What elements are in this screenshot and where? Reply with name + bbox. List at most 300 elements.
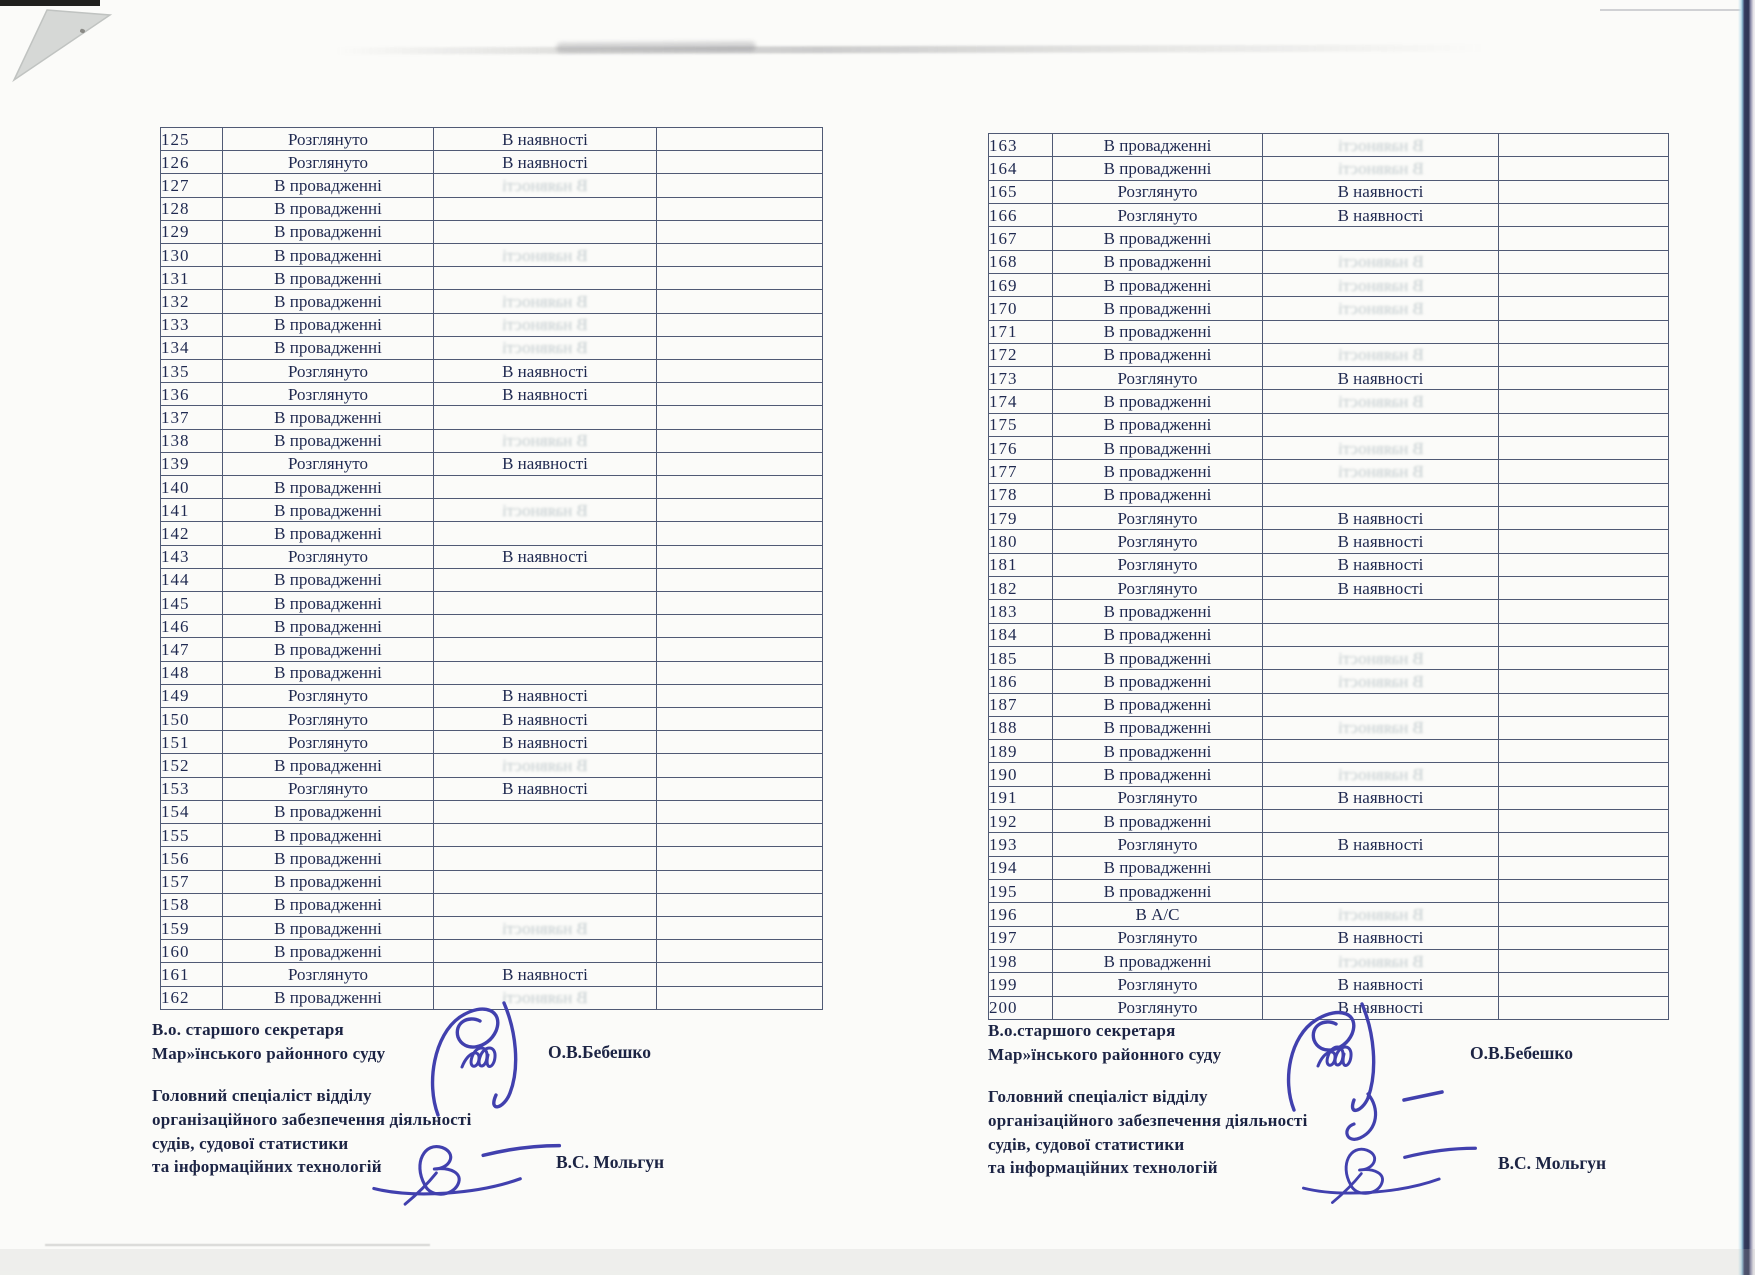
empty-cell [657, 800, 823, 823]
empty-cell [657, 940, 823, 963]
scan-right-edge [1738, 0, 1755, 1275]
status-cell: Розглянуто [223, 684, 434, 707]
availability-cell [1263, 949, 1499, 972]
empty-cell [1499, 833, 1669, 856]
case-number-cell: 195 [989, 880, 1053, 903]
status-cell: В провадженні [1053, 273, 1263, 296]
empty-cell [1499, 460, 1669, 483]
availability-cell [434, 429, 657, 452]
empty-cell [657, 336, 823, 359]
availability-cell [434, 174, 657, 197]
availability-text: В наявності [1337, 298, 1424, 318]
availability-text: В наявності [1337, 438, 1424, 458]
empty-cell [1499, 553, 1669, 576]
status-cell: Розглянуто [223, 963, 434, 986]
table-row [989, 250, 1669, 273]
case-number-cell: 198 [989, 949, 1053, 972]
case-number-cell: 166 [989, 203, 1053, 226]
table-row [161, 847, 823, 870]
table-row [989, 367, 1669, 390]
availability-cell [434, 777, 657, 800]
left-role1-line2: Мар»їнського районного суду [152, 1044, 386, 1063]
empty-cell [1499, 250, 1669, 273]
case-number-cell: 186 [989, 670, 1053, 693]
left-signer2-name: В.С. Мольгун [556, 1152, 665, 1172]
empty-cell [657, 754, 823, 777]
table-row [161, 267, 823, 290]
case-number-cell: 194 [989, 856, 1053, 879]
status-cell: Розглянуто [223, 545, 434, 568]
table-row [161, 128, 823, 151]
case-number-cell: 175 [989, 413, 1053, 436]
table-row [161, 244, 823, 267]
table-row [161, 615, 823, 638]
empty-cell [657, 151, 823, 174]
empty-cell [1499, 530, 1669, 553]
signature-molgun-right [1298, 1130, 1488, 1210]
availability-cell [1263, 623, 1499, 646]
availability-text: В наявності [1337, 252, 1424, 272]
status-cell: В провадженні [1053, 763, 1263, 786]
availability-cell [1263, 507, 1499, 530]
empty-cell [657, 267, 823, 290]
availability-text: В наявності [1337, 462, 1424, 482]
status-cell: В провадженні [223, 824, 434, 847]
availability-cell [434, 522, 657, 545]
availability-text: В наявності [1337, 788, 1424, 808]
status-cell: В провадженні [1053, 320, 1263, 343]
status-cell: Розглянуто [1053, 576, 1263, 599]
table-row [989, 413, 1669, 436]
status-cell: В провадженні [1053, 250, 1263, 273]
case-number-cell: 191 [989, 786, 1053, 809]
empty-cell [1499, 880, 1669, 903]
availability-cell [434, 870, 657, 893]
table-row [989, 646, 1669, 669]
availability-cell [434, 638, 657, 661]
empty-cell [657, 893, 823, 916]
availability-cell [1263, 646, 1499, 669]
status-cell: В провадженні [223, 267, 434, 290]
availability-cell [434, 684, 657, 707]
table-row [161, 545, 823, 568]
availability-cell [434, 963, 657, 986]
table-row [989, 437, 1669, 460]
availability-cell [434, 568, 657, 591]
status-cell: В провадженні [1053, 483, 1263, 506]
empty-cell [657, 568, 823, 591]
availability-cell [434, 267, 657, 290]
availability-cell [434, 754, 657, 777]
availability-text: В наявності [502, 315, 588, 335]
status-cell: Розглянуто [223, 360, 434, 383]
empty-cell [1499, 203, 1669, 226]
table-row [989, 833, 1669, 856]
right-signer1-name: О.В.Бебешко [1470, 1043, 1574, 1063]
table-row [161, 406, 823, 429]
case-number-cell: 162 [161, 986, 223, 1009]
scan-top-right-line [1600, 9, 1748, 11]
availability-cell [1263, 926, 1499, 949]
right-role2-line4: та інформаційних технологій [988, 1158, 1218, 1177]
table-row [161, 754, 823, 777]
availability-cell [1263, 833, 1499, 856]
case-number-cell: 137 [161, 406, 223, 429]
case-number-cell: 188 [989, 716, 1053, 739]
empty-cell [657, 545, 823, 568]
table-row [161, 824, 823, 847]
availability-cell [1263, 134, 1499, 157]
availability-cell [1263, 437, 1499, 460]
status-cell: Розглянуто [1053, 833, 1263, 856]
table-row [989, 926, 1669, 949]
empty-cell [657, 661, 823, 684]
empty-cell [1499, 343, 1669, 366]
availability-text: В наявності [502, 988, 588, 1008]
table-row [161, 916, 823, 939]
empty-cell [1499, 576, 1669, 599]
case-number-cell: 183 [989, 600, 1053, 623]
availability-cell [434, 824, 657, 847]
table-row [161, 151, 823, 174]
availability-cell [434, 661, 657, 684]
status-cell: В провадженні [1053, 693, 1263, 716]
empty-cell [1499, 273, 1669, 296]
empty-cell [1499, 390, 1669, 413]
table-row [989, 763, 1669, 786]
case-number-cell: 133 [161, 313, 223, 336]
empty-cell [657, 522, 823, 545]
status-cell: В провадженні [1053, 437, 1263, 460]
availability-text: В наявності [1337, 998, 1424, 1018]
availability-text: В наявності [1337, 648, 1424, 668]
table-row [161, 800, 823, 823]
case-number-cell: 181 [989, 553, 1053, 576]
case-number-cell: 178 [989, 483, 1053, 506]
table-row [989, 810, 1669, 833]
availability-text: В наявності [502, 292, 588, 312]
table-row [161, 708, 823, 731]
availability-cell [1263, 670, 1499, 693]
status-cell: В провадженні [1053, 227, 1263, 250]
status-cell: В провадженні [1053, 157, 1263, 180]
table-right-body [989, 134, 1669, 1020]
availability-text: В наявності [1337, 835, 1424, 855]
case-number-cell: 147 [161, 638, 223, 661]
availability-cell [434, 452, 657, 475]
status-cell: В провадженні [1053, 460, 1263, 483]
availability-text: В наявності [502, 454, 588, 474]
availability-text: В наявності [1337, 951, 1424, 971]
status-cell: Розглянуто [1053, 996, 1263, 1019]
table-row [161, 499, 823, 522]
availability-text: В наявності [1337, 392, 1424, 412]
availability-text: В наявності [502, 152, 588, 172]
status-cell: В провадженні [223, 476, 434, 499]
table-row [161, 383, 823, 406]
empty-cell [657, 128, 823, 151]
empty-cell [657, 174, 823, 197]
empty-cell [1499, 437, 1669, 460]
table-row [161, 174, 823, 197]
case-number-cell: 143 [161, 545, 223, 568]
status-cell: В провадженні [223, 592, 434, 615]
left-role2-line3: судів, судової статистики [152, 1134, 349, 1153]
availability-cell [1263, 297, 1499, 320]
status-cell: Розглянуто [223, 452, 434, 475]
availability-cell [1263, 180, 1499, 203]
case-number-cell: 132 [161, 290, 223, 313]
table-row [161, 360, 823, 383]
empty-cell [657, 615, 823, 638]
availability-text: В наявності [502, 338, 588, 358]
availability-cell [434, 615, 657, 638]
status-cell: В провадженні [223, 313, 434, 336]
empty-cell [1499, 623, 1669, 646]
availability-cell [1263, 250, 1499, 273]
table-row [989, 157, 1669, 180]
table-row [161, 592, 823, 615]
empty-cell [657, 290, 823, 313]
case-number-cell: 155 [161, 824, 223, 847]
empty-cell [657, 870, 823, 893]
status-cell: Розглянуто [1053, 973, 1263, 996]
availability-text: В наявності [502, 732, 588, 752]
availability-text: В наявності [1337, 974, 1424, 994]
case-registry-table-right [988, 133, 1669, 1020]
scan-bottom-strip [0, 1249, 1755, 1275]
status-cell: Розглянуто [223, 383, 434, 406]
left-role2-line1: Головний спеціаліст відділу [152, 1086, 372, 1105]
status-cell: В провадженні [1053, 810, 1263, 833]
availability-cell [434, 244, 657, 267]
empty-cell [657, 383, 823, 406]
status-cell: Розглянуто [223, 128, 434, 151]
case-number-cell: 157 [161, 870, 223, 893]
availability-cell [434, 847, 657, 870]
availability-cell [434, 592, 657, 615]
case-number-cell: 139 [161, 452, 223, 475]
empty-cell [657, 499, 823, 522]
availability-text: В наявності [1337, 904, 1424, 924]
availability-text: В наявності [1337, 671, 1424, 691]
empty-cell [1499, 180, 1669, 203]
case-number-cell: 189 [989, 740, 1053, 763]
empty-cell [657, 244, 823, 267]
case-number-cell: 187 [989, 693, 1053, 716]
availability-text: В наявності [502, 918, 588, 938]
table-row [989, 343, 1669, 366]
availability-cell [1263, 856, 1499, 879]
status-cell: Розглянуто [223, 777, 434, 800]
empty-cell [657, 452, 823, 475]
case-number-cell: 152 [161, 754, 223, 777]
empty-cell [1499, 670, 1669, 693]
right-role1-line2: Мар»їнського районного суду [988, 1045, 1222, 1064]
empty-cell [1499, 600, 1669, 623]
availability-cell [434, 893, 657, 916]
table-row [989, 670, 1669, 693]
table-row [161, 684, 823, 707]
status-cell: В провадженні [223, 916, 434, 939]
case-number-cell: 158 [161, 893, 223, 916]
table-row [989, 460, 1669, 483]
availability-cell [1263, 343, 1499, 366]
table-row [989, 507, 1669, 530]
status-cell: В провадженні [223, 754, 434, 777]
case-number-cell: 148 [161, 661, 223, 684]
empty-cell [1499, 646, 1669, 669]
empty-cell [1499, 740, 1669, 763]
availability-cell [1263, 716, 1499, 739]
case-number-cell: 144 [161, 568, 223, 591]
empty-cell [657, 638, 823, 661]
availability-text: В наявності [502, 431, 588, 451]
availability-cell [1263, 483, 1499, 506]
case-number-cell: 168 [989, 250, 1053, 273]
empty-cell [657, 824, 823, 847]
availability-cell [1263, 553, 1499, 576]
case-number-cell: 127 [161, 174, 223, 197]
status-cell: Розглянуто [1053, 180, 1263, 203]
empty-cell [1499, 367, 1669, 390]
status-cell: В провадженні [223, 638, 434, 661]
availability-text: В наявності [1337, 205, 1424, 225]
availability-cell [1263, 693, 1499, 716]
status-cell: В провадженні [1053, 413, 1263, 436]
empty-cell [657, 847, 823, 870]
table-row [989, 693, 1669, 716]
empty-cell [1499, 996, 1669, 1019]
right-role1-line1: В.о.старшого секретаря [988, 1021, 1176, 1040]
status-cell: Розглянуто [223, 731, 434, 754]
status-cell: В А/С [1053, 903, 1263, 926]
availability-cell [1263, 367, 1499, 390]
status-cell: В провадженні [223, 174, 434, 197]
table-row [161, 220, 823, 243]
table-row [989, 203, 1669, 226]
status-cell: Розглянуто [1053, 553, 1263, 576]
availability-cell [434, 545, 657, 568]
status-cell: В провадженні [223, 522, 434, 545]
case-number-cell: 134 [161, 336, 223, 359]
availability-text: В наявності [1337, 368, 1424, 388]
case-number-cell: 182 [989, 576, 1053, 599]
availability-text: В наявності [502, 964, 588, 984]
availability-cell [434, 383, 657, 406]
empty-cell [657, 708, 823, 731]
availability-text: В наявності [1337, 531, 1424, 551]
right-role2-line1: Головний спеціаліст відділу [988, 1087, 1208, 1106]
case-number-cell: 200 [989, 996, 1053, 1019]
availability-cell [1263, 973, 1499, 996]
status-cell: Розглянуто [223, 708, 434, 731]
availability-cell [1263, 880, 1499, 903]
case-number-cell: 151 [161, 731, 223, 754]
table-row [161, 429, 823, 452]
case-number-cell: 190 [989, 763, 1053, 786]
table-row [989, 973, 1669, 996]
availability-cell [434, 290, 657, 313]
availability-cell [1263, 763, 1499, 786]
case-number-cell: 125 [161, 128, 223, 151]
right-role2-line3: судів, судової статистики [988, 1135, 1185, 1154]
left-role2-line2: організаційного забезпечення діяльності [152, 1110, 472, 1129]
case-number-cell: 128 [161, 197, 223, 220]
case-number-cell: 140 [161, 476, 223, 499]
status-cell: В провадженні [223, 290, 434, 313]
empty-cell [1499, 810, 1669, 833]
case-number-cell: 126 [161, 151, 223, 174]
status-cell: Розглянуто [1053, 203, 1263, 226]
availability-cell [1263, 903, 1499, 926]
table-row [161, 638, 823, 661]
case-number-cell: 145 [161, 592, 223, 615]
availability-text: В наявності [502, 245, 588, 265]
availability-text: В наявності [1337, 135, 1424, 155]
status-cell: В провадженні [223, 406, 434, 429]
case-number-cell: 192 [989, 810, 1053, 833]
case-number-cell: 185 [989, 646, 1053, 669]
empty-cell [657, 360, 823, 383]
status-cell: В провадженні [223, 429, 434, 452]
availability-cell [434, 499, 657, 522]
availability-text: В наявності [502, 709, 588, 729]
empty-cell [1499, 227, 1669, 250]
table-row [989, 600, 1669, 623]
case-number-cell: 171 [989, 320, 1053, 343]
availability-cell [1263, 600, 1499, 623]
case-number-cell: 165 [989, 180, 1053, 203]
status-cell: В провадженні [223, 244, 434, 267]
case-number-cell: 149 [161, 684, 223, 707]
case-number-cell: 150 [161, 708, 223, 731]
case-number-cell: 193 [989, 833, 1053, 856]
corner-fold [0, 0, 140, 100]
availability-text: В наявності [1337, 275, 1424, 295]
table-row [161, 452, 823, 475]
availability-cell [1263, 413, 1499, 436]
availability-text: В наявності [1337, 158, 1424, 178]
case-number-cell: 199 [989, 973, 1053, 996]
availability-cell [434, 406, 657, 429]
table-row [161, 963, 823, 986]
status-cell: В провадженні [1053, 646, 1263, 669]
availability-cell [434, 128, 657, 151]
case-number-cell: 167 [989, 227, 1053, 250]
case-number-cell: 170 [989, 297, 1053, 320]
status-cell: Розглянуто [1053, 786, 1263, 809]
availability-cell [1263, 320, 1499, 343]
case-number-cell: 163 [989, 134, 1053, 157]
availability-text: В наявності [1337, 182, 1424, 202]
empty-cell [657, 476, 823, 499]
availability-text: В наявності [502, 361, 588, 381]
status-cell: В провадженні [223, 940, 434, 963]
case-number-cell: 172 [989, 343, 1053, 366]
case-number-cell: 180 [989, 530, 1053, 553]
status-cell: В провадженні [223, 893, 434, 916]
availability-text: В наявності [502, 176, 588, 195]
availability-text: В наявності [1337, 718, 1424, 738]
table-row [989, 320, 1669, 343]
status-cell: В провадженні [1053, 134, 1263, 157]
right-signer2-name: В.С. Мольгун [1498, 1153, 1607, 1173]
case-number-cell: 169 [989, 273, 1053, 296]
availability-cell [434, 708, 657, 731]
status-cell: Розглянуто [1053, 507, 1263, 530]
status-cell: В провадженні [223, 661, 434, 684]
